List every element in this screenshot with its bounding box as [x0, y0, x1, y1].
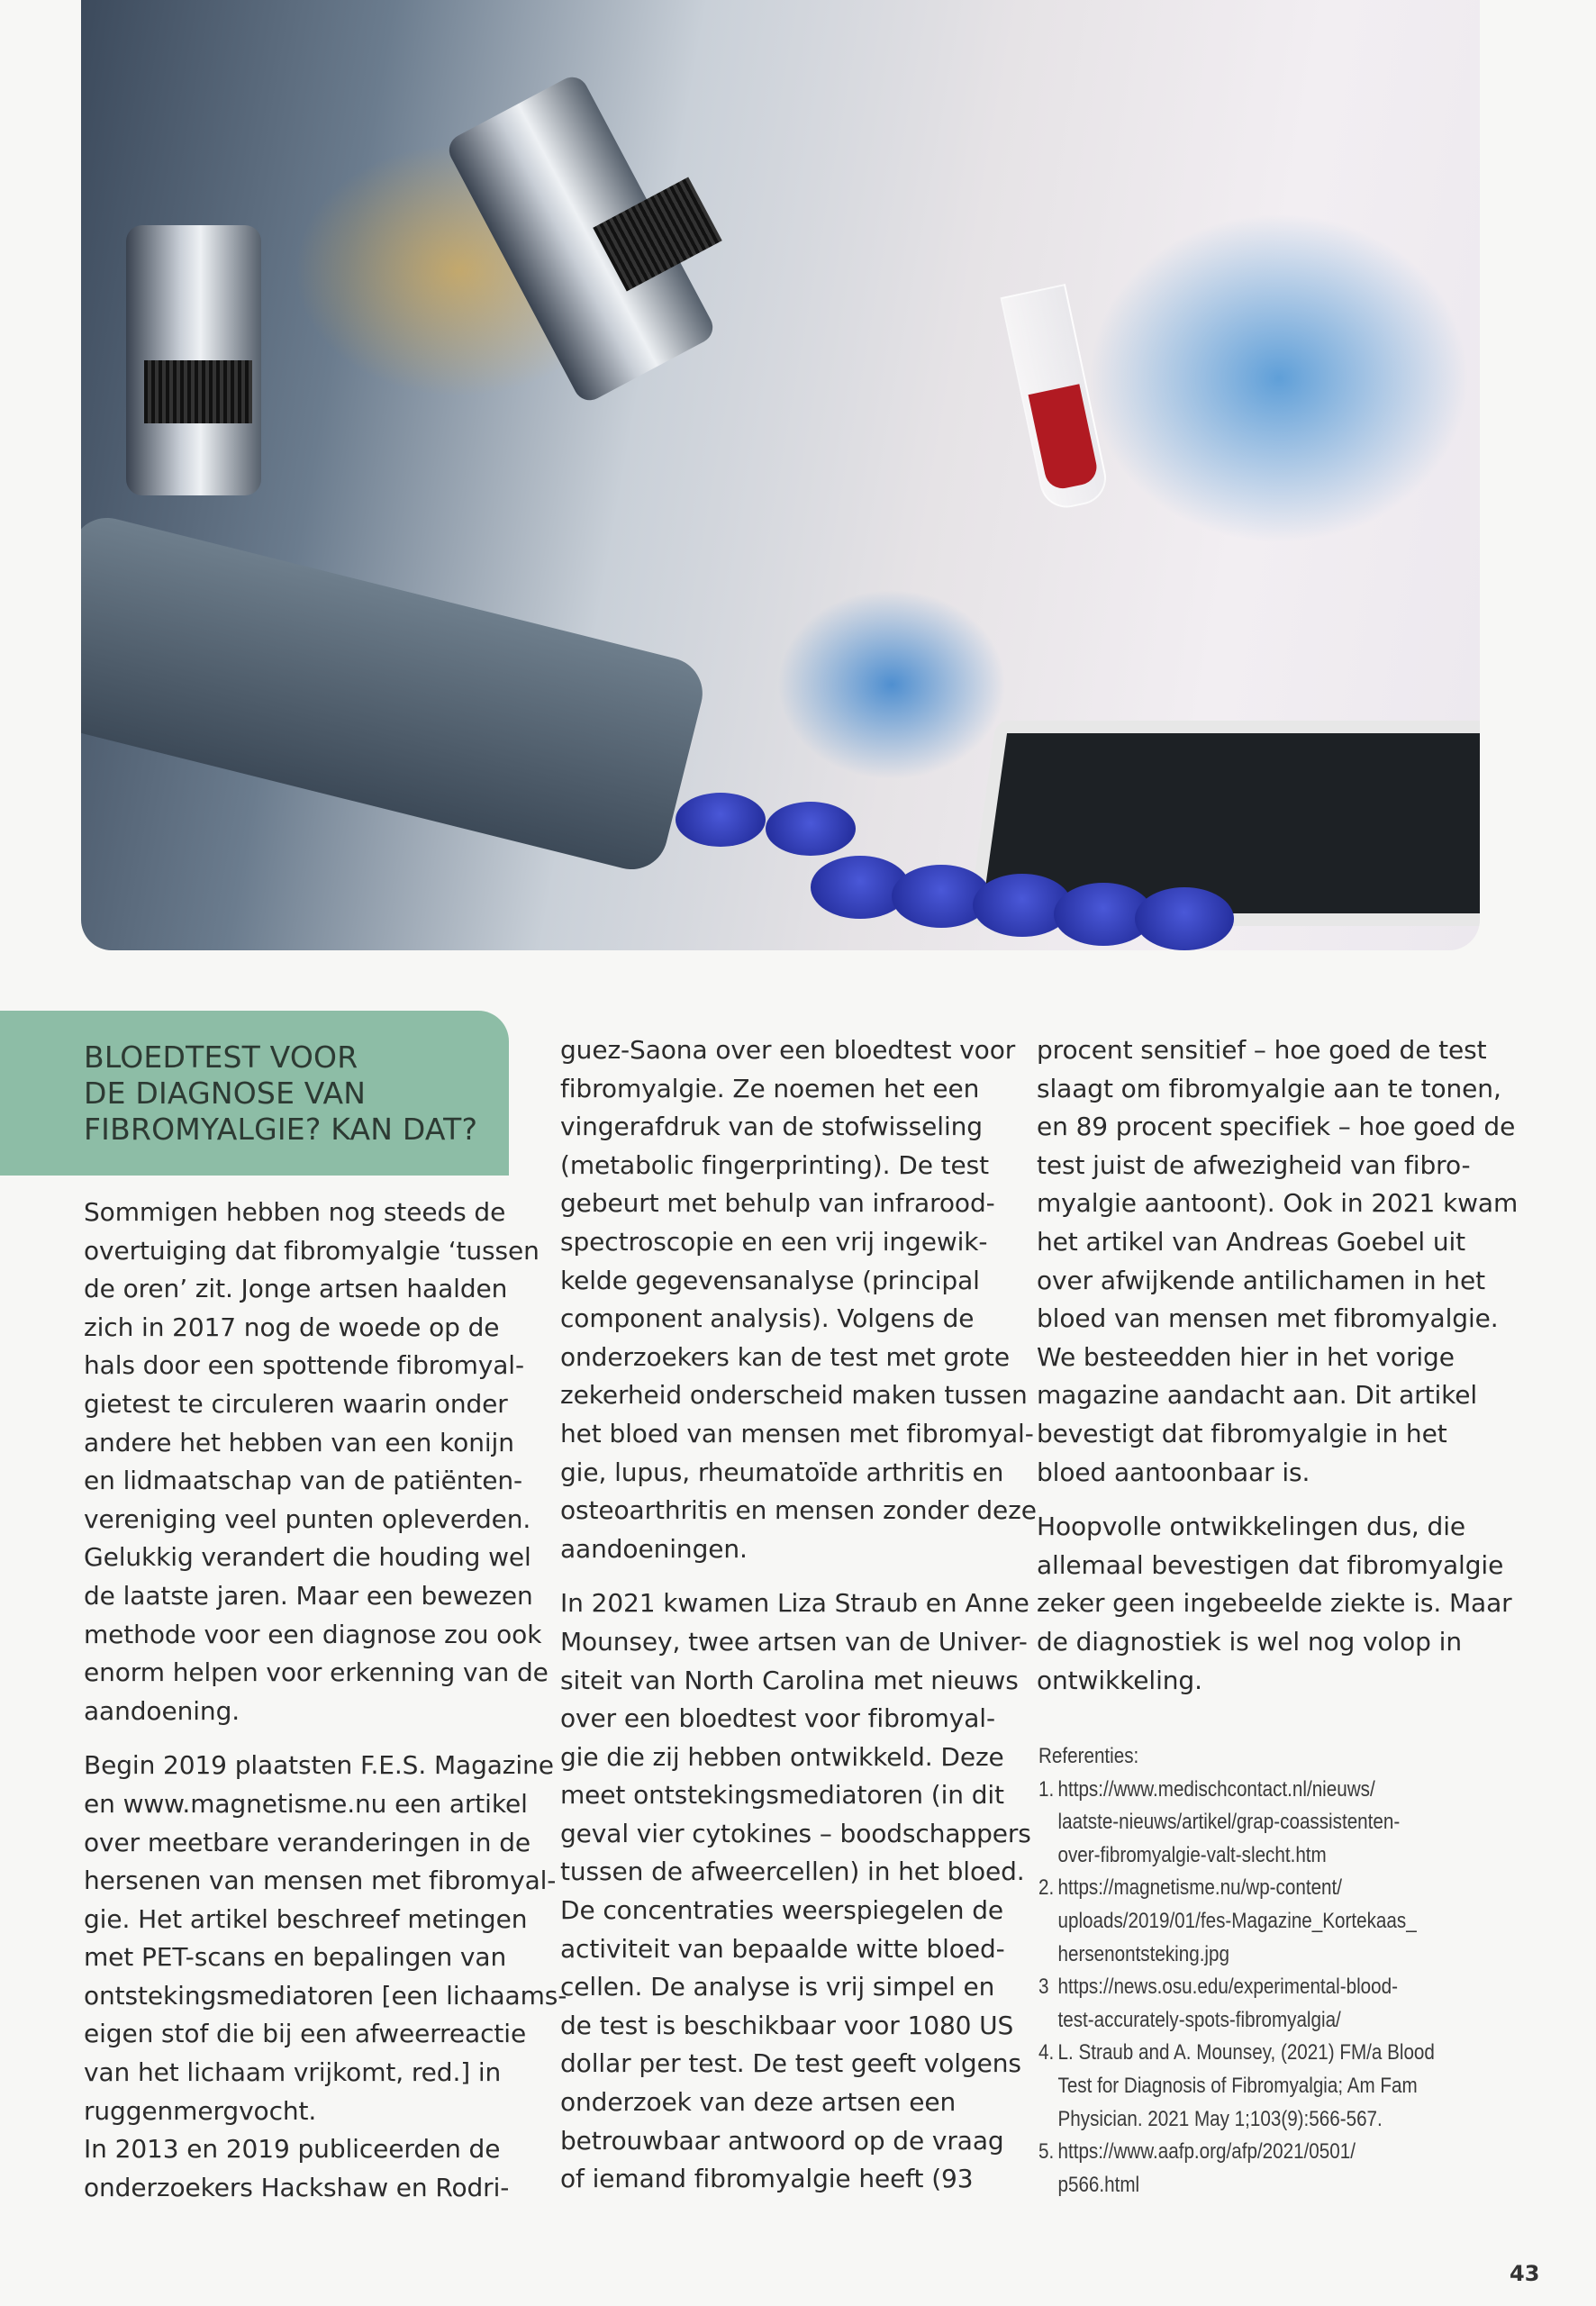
text-line: gietest te circuleren waarin onder: [84, 1388, 508, 1419]
reference-item: [1038, 2136, 1441, 2202]
reference-number: 3: [1038, 1975, 1049, 2000]
text-line: tussen de afweercellen) in het bloed.: [560, 1857, 1025, 1887]
text-line: en www.magnetisme.nu een artikel: [84, 1788, 528, 1819]
text-line: van het lichaam vrijkomt, red.] in: [84, 2057, 502, 2088]
article-column-2: [560, 1031, 1037, 2215]
blood-vial: [1000, 284, 1111, 513]
text-line: ruggenmergvocht.: [84, 2095, 317, 2126]
reference-number: 5.: [1038, 2139, 1055, 2165]
reference-line: hersenontsteking.jpg: [1057, 1941, 1229, 1966]
reference-line: p566.html: [1057, 2172, 1140, 2197]
text-line: bloed van mensen met fibromyalgie.: [1037, 1303, 1499, 1334]
text-line: spectroscopie en een vrij ingewik-: [560, 1226, 988, 1257]
text-line: het artikel van Andreas Goebel uit: [1037, 1226, 1466, 1257]
text-line: het bloed van mensen met fibromyal-: [560, 1418, 1034, 1448]
text-line: bloed aantoonbaar is.: [1037, 1457, 1310, 1487]
text-line: aandoeningen.: [560, 1533, 748, 1564]
paragraph: [84, 2130, 552, 2207]
text-line: onderzoek van deze artsen een: [560, 2087, 957, 2118]
reference-text: [1058, 1774, 1401, 1873]
text-line: osteoarthritis en mensen zonder deze: [560, 1495, 1037, 1526]
vial-cap: [676, 793, 766, 847]
text-line: zeker geen ingebeelde ziekte is. Maar: [1037, 1588, 1512, 1619]
text-line: dollar per test. De test geeft volgens: [560, 2048, 1021, 2079]
reference-line: test-accurately-spots-fibromyalgia/: [1057, 2007, 1341, 2032]
text-line: activiteit van bepaalde witte bloed-: [560, 1933, 1005, 1964]
microscope-knurl: [144, 360, 252, 423]
text-line: en 89 procent specifiek – hoe goed de: [1037, 1112, 1516, 1142]
text-line: gie. Het artikel beschreef metingen: [84, 1903, 528, 1934]
text-line: De concentraties weerspiegelen de: [560, 1895, 1004, 1926]
vial-cap: [1135, 887, 1234, 950]
text-line: gie die zij hebben ontwikkeld. Deze: [560, 1741, 1004, 1772]
text-line: meet ontstekingsmediatoren (in dit: [560, 1780, 1004, 1811]
paragraph: [84, 1747, 567, 2130]
text-line: de test is beschikbaar voor 1080 US: [560, 2010, 1014, 2040]
paragraph: [1037, 1508, 1512, 1700]
text-line: Begin 2019 plaatsten F.E.S. Magazine: [84, 1750, 554, 1781]
page-number: 43: [1510, 2261, 1540, 2286]
text-line: In 2013 en 2019 publiceerden de: [84, 2134, 501, 2165]
text-line: andere het hebben van een konijn: [84, 1427, 514, 1457]
text-line: Mounsey, twee artsen van de Univer-: [560, 1626, 1028, 1657]
text-line: betrouwbaar antwoord op de vraag: [560, 2125, 1004, 2156]
reference-number: 2.: [1038, 1875, 1055, 1901]
text-line: hals door een spottende fibromyal-: [84, 1350, 524, 1381]
text-line: In 2021 kwamen Liza Straub en Anne: [560, 1588, 1029, 1619]
text-line: fibromyalgie. Ze noemen het een: [560, 1073, 980, 1103]
reference-text: [1058, 1971, 1398, 2037]
text-line: Hoopvolle ontwikkelingen dus, die: [1037, 1512, 1466, 1542]
reference-item: [1038, 1774, 1441, 1873]
article-column-3: [1037, 1031, 1519, 1716]
text-line: magazine aandacht aan. Dit artikel: [1037, 1380, 1478, 1411]
article-column-1: [84, 1194, 567, 2223]
reference-line: https://www.aafp.org/afp/2021/0501/: [1057, 2139, 1356, 2165]
microscope-stage: [81, 510, 710, 876]
reference-text: [1058, 2136, 1356, 2202]
text-line: de laatste jaren. Maar een bewezen: [84, 1580, 533, 1611]
text-line: geval vier cytokines – boodschappers: [560, 1818, 1031, 1848]
heading-line: BLOEDTEST VOOR: [84, 1040, 358, 1075]
text-line: methode voor een diagnose zou ook: [84, 1619, 542, 1649]
reference-text: [1058, 2037, 1435, 2136]
text-line: of iemand fibromyalgie heeft (93: [560, 2164, 974, 2194]
paragraph: [1037, 1031, 1519, 1492]
text-line: bevestigt dat fibromyalgie in het: [1037, 1418, 1447, 1448]
reference-number: 4.: [1038, 2040, 1055, 2065]
text-line: (metabolic fingerprinting). De test: [560, 1149, 989, 1180]
text-line: vingerafdruk van de stofwisseling: [560, 1112, 983, 1142]
paragraph: [560, 1031, 1037, 1568]
paragraph: [560, 1584, 1029, 2199]
text-line: kelde gegevensanalyse (principal: [560, 1265, 980, 1295]
section-heading: [84, 1040, 477, 1148]
reference-line: https://www.medischcontact.nl/nieuws/: [1057, 1776, 1375, 1802]
text-line: myalgie aantoont). Ook in 2021 kwam: [1037, 1188, 1519, 1219]
text-line: procent sensitief – hoe goed de test: [1037, 1035, 1487, 1065]
paragraph: [84, 1194, 552, 1730]
text-line: zekerheid onderscheid maken tussen: [560, 1380, 1028, 1411]
lab-photo-microscope-blood-vial: [81, 0, 1480, 950]
text-line: de diagnostiek is wel nog volop in: [1037, 1626, 1462, 1657]
text-line: onderzoekers Hackshaw en Rodri-: [84, 2172, 510, 2202]
text-line: overtuiging dat fibromyalgie ‘tussen: [84, 1235, 540, 1266]
references: [1038, 1740, 1441, 2202]
text-line: de oren’ zit. Jonge artsen haalden: [84, 1274, 508, 1304]
text-line: Sommigen hebben nog steeds de: [84, 1197, 506, 1227]
text-line: en lidmaatschap van de patiënten-: [84, 1466, 523, 1496]
reference-line: https://magnetisme.nu/wp-content/: [1057, 1875, 1342, 1901]
text-line: over meetbare veranderingen in de: [84, 1827, 531, 1857]
text-line: enorm helpen voor erkenning van de: [84, 1657, 549, 1688]
reference-line: uploads/2019/01/fes-Magazine_Kortekaas_: [1057, 1908, 1417, 1933]
reference-line: Test for Diagnosis of Fibromyalgia; Am Fam: [1057, 2073, 1418, 2098]
section-heading-box: [0, 1011, 509, 1176]
reference-line: laatste-nieuws/artikel/grap-coassistenten-: [1057, 1810, 1401, 1835]
text-line: ontstekingsmediatoren [een lichaams-: [84, 1980, 567, 2011]
reference-line: L. Straub and A. Mounsey, (2021) FM/a Blood: [1057, 2040, 1435, 2065]
text-line: onderzoekers kan de test met grote: [560, 1341, 1010, 1372]
text-line: cellen. De analyse is vrij simpel en: [560, 1972, 995, 2002]
references-title: Referenties:: [1038, 1744, 1139, 1768]
heading-line: DE DIAGNOSE VAN: [84, 1076, 367, 1111]
text-line: hersenen van mensen met fibromyal-: [84, 1866, 557, 1896]
text-line: We besteedden hier in het vorige: [1037, 1341, 1455, 1372]
text-line: aandoening.: [84, 1695, 240, 1726]
vial-cap: [766, 802, 856, 856]
reference-item: [1038, 2037, 1441, 2136]
text-line: over een bloedtest voor fibromyal-: [560, 1703, 995, 1734]
text-line: over afwijkende antilichamen in het: [1037, 1265, 1485, 1295]
text-line: test juist de afwezigheid van fibro-: [1037, 1149, 1471, 1180]
reference-line: https://news.osu.edu/experimental-blood-: [1057, 1975, 1398, 2000]
reference-text: [1058, 1872, 1417, 1971]
text-line: guez-Saona over een bloedtest voor: [560, 1035, 1016, 1065]
text-line: Gelukkig verandert die houding wel: [84, 1542, 531, 1573]
text-line: allemaal bevestigen dat fibromyalgie: [1037, 1549, 1504, 1580]
reference-item: [1038, 1872, 1441, 1971]
text-line: zich in 2017 nog de woede op de: [84, 1312, 500, 1342]
reference-item: [1038, 1971, 1441, 2037]
text-line: component analysis). Volgens de: [560, 1303, 975, 1334]
text-line: slaagt om fibromyalgie aan te tonen,: [1037, 1073, 1501, 1103]
text-line: gebeurt met behulp van infrarood-: [560, 1188, 995, 1219]
text-line: eigen stof die bij een afweerreactie: [84, 2019, 527, 2049]
text-line: siteit van North Carolina met nieuws: [560, 1665, 1019, 1695]
reference-line: Physician. 2021 May 1;103(9):566-567.: [1057, 2106, 1383, 2131]
text-line: met PET-scans en bepalingen van: [84, 1942, 507, 1973]
text-line: gie, lupus, rheumatoïde arthritis en: [560, 1457, 1004, 1487]
heading-line: FIBROMYALGIE? KAN DAT?: [84, 1112, 478, 1147]
reference-number: 1.: [1038, 1776, 1055, 1802]
text-line: vereniging veel punten opleverden.: [84, 1503, 531, 1534]
text-line: ontwikkeling.: [1037, 1665, 1202, 1695]
reference-line: over-fibromyalgie-valt-slecht.htm: [1057, 1842, 1327, 1867]
